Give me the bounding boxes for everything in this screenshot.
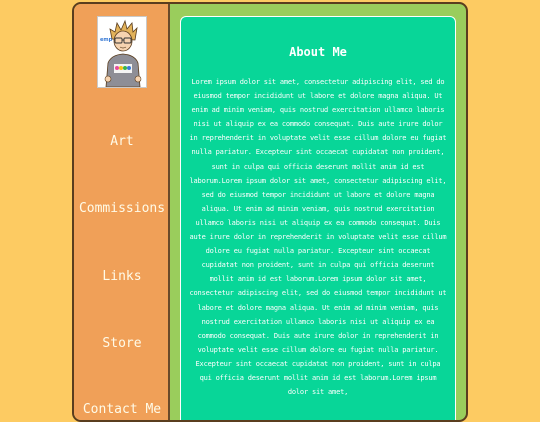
- nav-item-commissions[interactable]: Commissions: [78, 201, 166, 216]
- page-title: About Me: [289, 45, 347, 59]
- about-text: Lorem ipsum dolor sit amet, consectetur adipiscing elit, sed do eiusmod tempor incididunt ut labore et dolore magna aliqua. Ut enim ad minim veniam, quis nostrud exercitation ullamco laboris nisi ut aliquip ex ea commodo consequat. Duis aute irure dolor in reprehenderit in voluptate velit esse cillum dolore eu fugiat nulla pariatur. Excepteur sint occaecat cupidatat non proident, sunt in culpa qui officia deserunt mollit anim id est laborum.Lorem ipsum dolor sit amet, consectetur adipiscing elit, sed do eiusmod tempor incididunt ut labore et dolore magna aliqua. Ut enim ad minim veniam, quis nostrud exercitation ullamco laboris nisi ut aliquip ex ea commodo consequat. Duis aute irure dolor in reprehenderit in voluptate velit esse cillum dolore eu fugiat nulla pariatur. Excepteur sint occaecat cupidatat non proident, sunt in culpa qui officia deserunt mollit anim id est laborum.Lorem ipsum dolor sit amet, consectetur adipiscing elit, sed do eiusmod tempor incididunt ut labore et dolore magna aliqua. Ut enim ad minim veniam, quis nostrud exercitation ullamco laboris nisi ut aliquip ex ea commodo consequat. Duis aute irure dolor in reprehenderit in voluptate velit esse cillum dolore eu fugiat nulla pariatur. Excepteur sint occaecat cupidatat non proident, sunt in culpa qui officia deserunt mollit anim id est laborum.Lorem ipsum dolor sit amet,: [189, 78, 447, 397]
- avatar-illustration: [98, 17, 147, 88]
- sidebar: [74, 4, 170, 420]
- nav-item-store[interactable]: Store: [102, 336, 142, 351]
- avatar[interactable]: [97, 16, 147, 88]
- nav-item-links[interactable]: Links: [102, 269, 142, 284]
- nav-item-contact-me[interactable]: Contact Me: [82, 402, 162, 417]
- nav-item-art[interactable]: Art: [110, 134, 134, 149]
- avatar-text: emp: [100, 37, 113, 43]
- about-panel: [180, 16, 456, 422]
- site-frame: [72, 2, 468, 422]
